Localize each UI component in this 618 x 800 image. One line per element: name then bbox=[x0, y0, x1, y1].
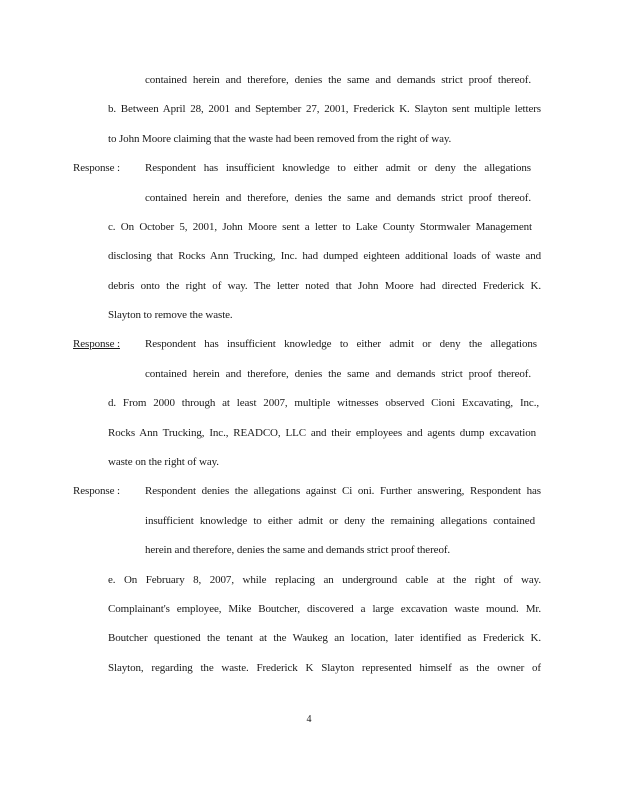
text-line: Complainant's employee, Mike Boutcher, discovered a large excavation waste mound. Mr. bbox=[108, 603, 541, 615]
response-label: Response : bbox=[73, 162, 120, 174]
text-line: waste on the right of way. bbox=[108, 456, 219, 468]
text-line: contained herein and therefore, denies the same and demands strict proof thereof. bbox=[145, 192, 531, 204]
text-line: debris onto the right of way. The letter noted that John Moore had directed Frederick K. bbox=[108, 280, 541, 292]
text-line: disclosing that Rocks Ann Trucking, Inc. had dumped eighteen additional loads of waste and bbox=[108, 250, 541, 262]
response-label: Response : bbox=[73, 338, 120, 350]
text-line: d. From 2000 through at least 2007, multiple witnesses observed Cioni Excavating, Inc., bbox=[108, 397, 539, 409]
text-line: contained herein and therefore, denies the same and demands strict proof thereof. bbox=[145, 74, 531, 86]
text-line: contained herein and therefore, denies the same and demands strict proof thereof. bbox=[145, 368, 531, 380]
text-line: Slayton, regarding the waste. Frederick K Slayton represented himself as the owner of bbox=[108, 662, 541, 674]
page-number: 4 bbox=[306, 714, 312, 725]
text-line: Boutcher questioned the tenant at the Waukeg an location, later identified as Frederick K. bbox=[108, 632, 541, 644]
text-line: Rocks Ann Trucking, Inc., READCO, LLC and their employees and agents dump excavation bbox=[108, 427, 536, 439]
text-line: e. On February 8, 2007, while replacing an underground cable at the right of way. bbox=[108, 574, 541, 586]
text-line: Respondent has insufficient knowledge to either admit or deny the allegations bbox=[145, 338, 537, 350]
text-line: herein and therefore, denies the same and demands strict proof thereof. bbox=[145, 544, 451, 556]
text-line: to John Moore claiming that the waste had been removed from the right of way. bbox=[108, 133, 452, 145]
text-line: b. Between April 28, 2001 and September 27, 2001, Frederick K. Slayton sent multiple letters bbox=[108, 103, 541, 115]
text-line: Respondent denies the allegations against Ci oni. Further answering, Respondent has bbox=[145, 485, 541, 497]
text-line: Respondent has insufficient knowledge to either admit or deny the allegations bbox=[145, 162, 531, 174]
text-line: c. On October 5, 2001, John Moore sent a letter to Lake County Stormwaler Management bbox=[108, 221, 532, 233]
response-label: Response : bbox=[73, 485, 120, 497]
text-line: insufficient knowledge to either admit or deny the remaining allegations contained bbox=[145, 515, 535, 527]
text-line: Slayton to remove the waste. bbox=[108, 309, 233, 321]
